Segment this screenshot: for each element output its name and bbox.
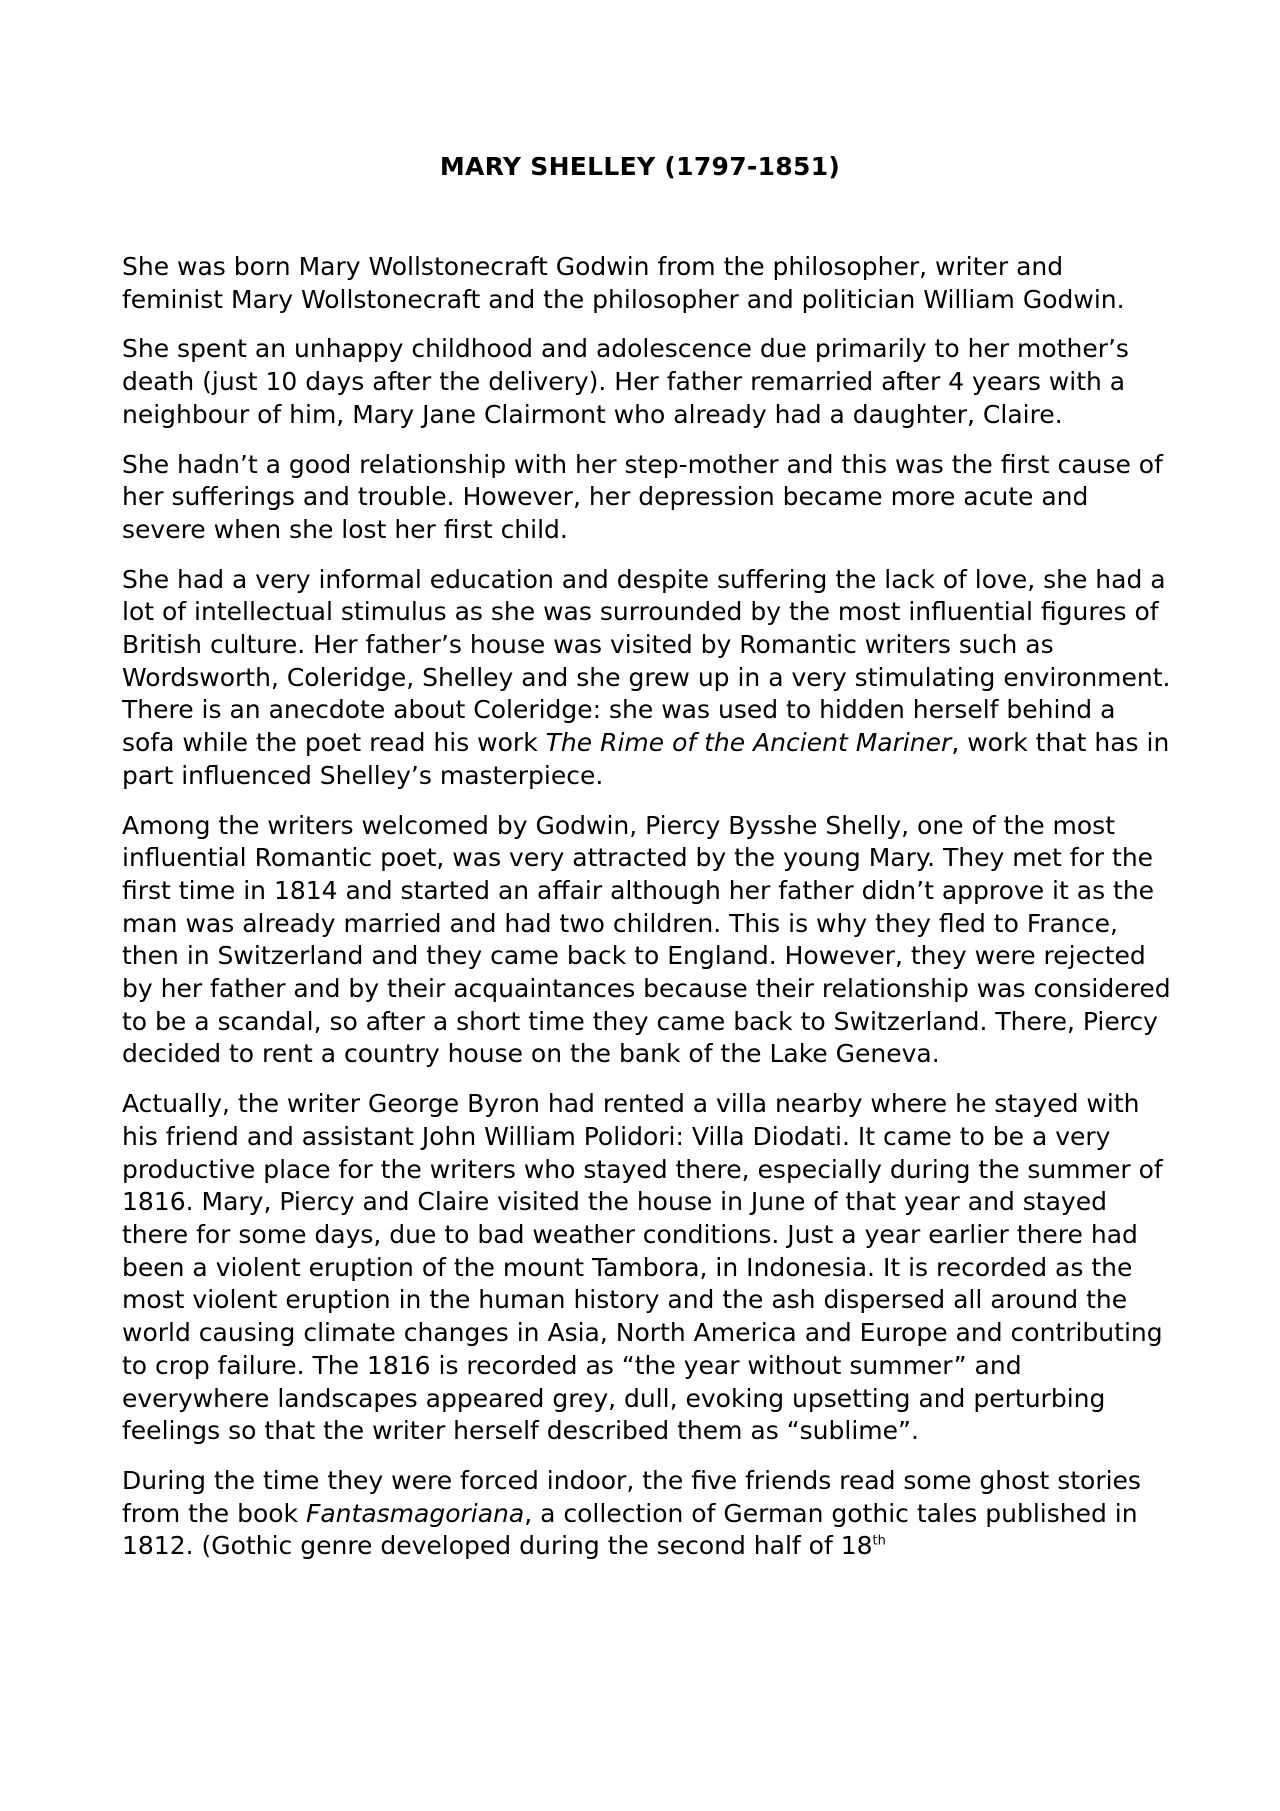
book-title: Fantasmagoriana <box>305 1498 525 1528</box>
paragraph-stepmother: She hadn’t a good relationship with her step-mother and this was the first cause of her sufferings and trouble. However, her depression became more acute and severe when she lost her first child. <box>122 449 1163 544</box>
ordinal-suffix: th <box>872 1533 886 1549</box>
work-title: The Rime of the Ancient Mariner <box>545 728 952 758</box>
page-title: MARY SHELLEY (1797-1851) <box>439 152 841 181</box>
paragraph-text: , a collection of German gothic tales published in 1812. (Gothic genre developed during the second half of 18 <box>122 1498 1138 1561</box>
paragraph-education <box>122 564 1172 793</box>
paragraph-childhood: She spent an unhappy childhood and adolescence due primarily to her mother’s death (just 10 days after the delivery). Her father remarried after 4 years with a neighbour of him, Mary Jane Clairmont who already had a daughter, Claire. <box>122 334 1129 429</box>
paragraph-text: She had a very informal education and despite suffering the lack of love, she had a lot of intellectual stimulus as she was surrounded by the most influential figures of British culture. Her father’s house was visited by Romantic writers such as Wordsworth, Coleridge, Shelley and she grew up in a very stimulating environment. There is an anecdote about Coleridge: she was used to hidden herself behind a sofa while the poet read his work <box>122 564 1171 758</box>
paragraph-piercy-shelley: Among the writers welcomed by Godwin, Piercy Bysshe Shelly, one of the most influential Romantic poet, was very attracted by the young Mary. They met for the first time in 1814 and started an affair although her father didn’t approve it as the man was already married and had two children. This is why they fled to France, then in Switzerland and they came back to England. However, they were rejected by her father and by their acquaintances because their relationship was considered to be a scandal, so after a short time they came back to Switzerland. There, Piercy decided to rent a country house on the bank of the Lake Geneva. <box>122 810 1171 1069</box>
paragraph-text: , work that has in part influenced Shelley’s masterpiece. <box>122 728 1170 790</box>
paragraph-text: During the time they were forced indoor, the five friends read some ghost stories from the book <box>122 1465 1141 1528</box>
document-body <box>122 251 1172 1580</box>
paragraph-fantasmagoriana <box>122 1465 1172 1563</box>
paragraph-parentage: She was born Mary Wollstonecraft Godwin from the philosopher, writer and feminist Mary Wollstonecraft and the philosopher and politician William Godwin. <box>122 252 1125 314</box>
paragraph-villa-diodati: Actually, the writer George Byron had rented a villa nearby where he stayed with his friend and assistant John William Polidori: Villa Diodati. It came to be a very productive place for the writers who stayed there, especially during the summer of 1816. Mary, Piercy and Claire visited the house in June of that year and stayed there for some days, due to bad weather conditions. Just a year earlier there had been a violent eruption of the mount Tambora, in Indonesia. It is recorded as the most violent eruption in the human history and the ash dispersed all around the world causing climate changes in Asia, North America and Europe and contributing to crop failure. The 1816 is recorded as “the year without summer” and everywhere landscapes appeared grey, dull, evoking upsetting and perturbing feelings so that the writer herself described them as “sublime”. <box>122 1089 1163 1446</box>
